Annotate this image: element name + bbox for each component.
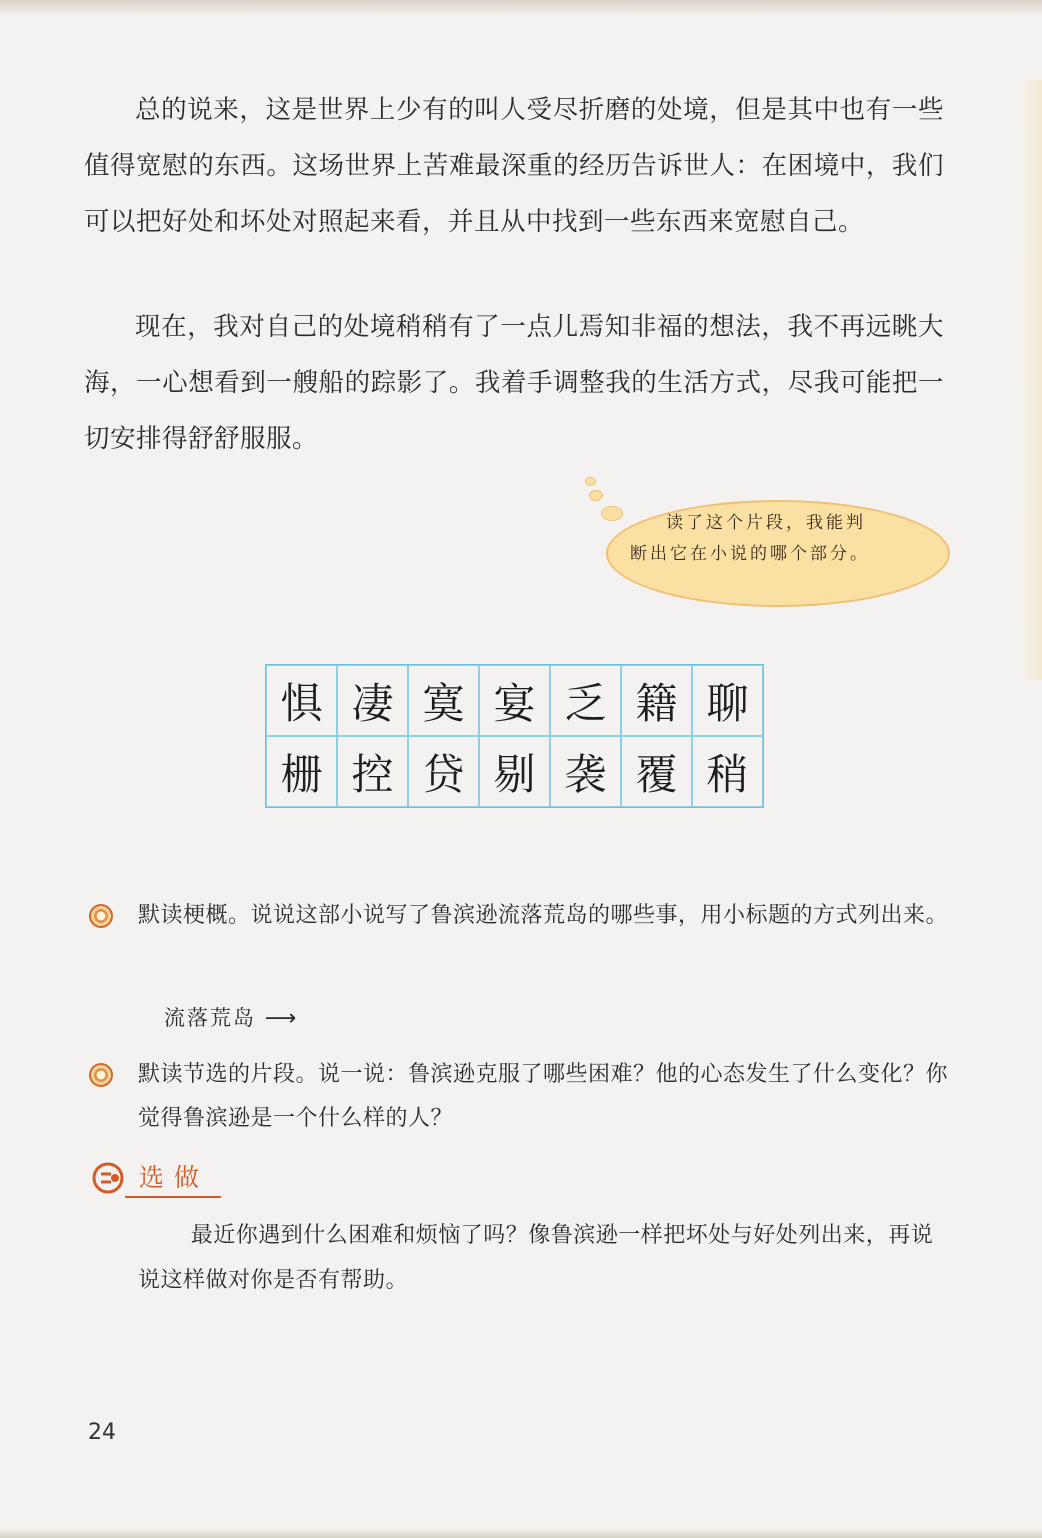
bubble-dot-large xyxy=(601,506,623,521)
task-1-text: 默读梗概。说说这部小说写了鲁滨逊流落荒岛的哪些事，用小标题的方式列出来。 xyxy=(138,903,949,928)
grid-character: 稍 xyxy=(692,736,763,807)
bubble-dot-small xyxy=(585,477,596,486)
thought-bubble-text xyxy=(630,508,930,570)
thought-bubble-line-2: 断出它在小说的哪个部分。 xyxy=(630,544,870,564)
grid-character: 剔 xyxy=(479,736,550,807)
grid-character: 乏 xyxy=(550,665,621,736)
optional-section-label: 选做 xyxy=(139,1163,210,1192)
grid-character: 袭 xyxy=(550,736,621,807)
page-bottom-edge xyxy=(0,1528,1042,1538)
grid-character: 栅 xyxy=(266,736,337,807)
page-right-edge xyxy=(1020,80,1042,680)
page-number: 24 xyxy=(88,1420,116,1445)
task-2-text: 默读节选的片段。说一说：鲁滨逊克服了哪些困难？他的心态发生了什么变化？你觉得鲁滨逊是一个什么样的人？ xyxy=(138,1062,949,1131)
optional-task-text: 最近你遇到什么困难和烦恼了吗？像鲁滨逊一样把坏处与好处列出来，再说说这样做对你是否有帮助。 xyxy=(138,1223,934,1293)
grid-character: 宴 xyxy=(479,665,550,736)
grid-character: 控 xyxy=(337,736,408,807)
grid-character: 聊 xyxy=(692,665,763,736)
optional-badge-icon xyxy=(91,1161,125,1195)
optional-label-underline xyxy=(125,1196,221,1198)
arrow-right-icon: ⟶ xyxy=(264,1006,297,1031)
bubble-dot-medium xyxy=(589,490,603,501)
grid-character: 籍 xyxy=(621,665,692,736)
grid-character: 惧 xyxy=(266,665,337,736)
flower-bullet-icon xyxy=(89,1063,113,1087)
character-grid xyxy=(265,664,764,808)
grid-character: 贷 xyxy=(408,736,479,807)
grid-character: 寞 xyxy=(408,665,479,736)
flow-start-label: 流落荒岛 xyxy=(164,1006,256,1030)
grid-character: 覆 xyxy=(621,736,692,807)
flower-bullet-icon xyxy=(89,904,113,928)
passage-paragraph-1: 总的说来，这是世界上少有的叫人受尽折磨的处境，但是其中也有一些值得宽慰的东西。这场世界上苦难最深重的经历告诉世人：在困境中，我们可以把好处和坏处对照起来看，并且从中找到一些东西来宽慰自己。 xyxy=(84,95,944,237)
flow-chart-start xyxy=(164,1002,296,1032)
passage-paragraph-2: 现在，我对自己的处境稍稍有了一点儿焉知非福的想法，我不再远眺大海，一心想看到一艘船的踪影了。我着手调整我的生活方式，尽我可能把一切安排得舒舒服服。 xyxy=(84,312,944,454)
page-top-edge xyxy=(0,0,1042,16)
thought-bubble-line-1: 读了这个片段，我能判 xyxy=(666,513,866,533)
grid-character: 凄 xyxy=(337,665,408,736)
